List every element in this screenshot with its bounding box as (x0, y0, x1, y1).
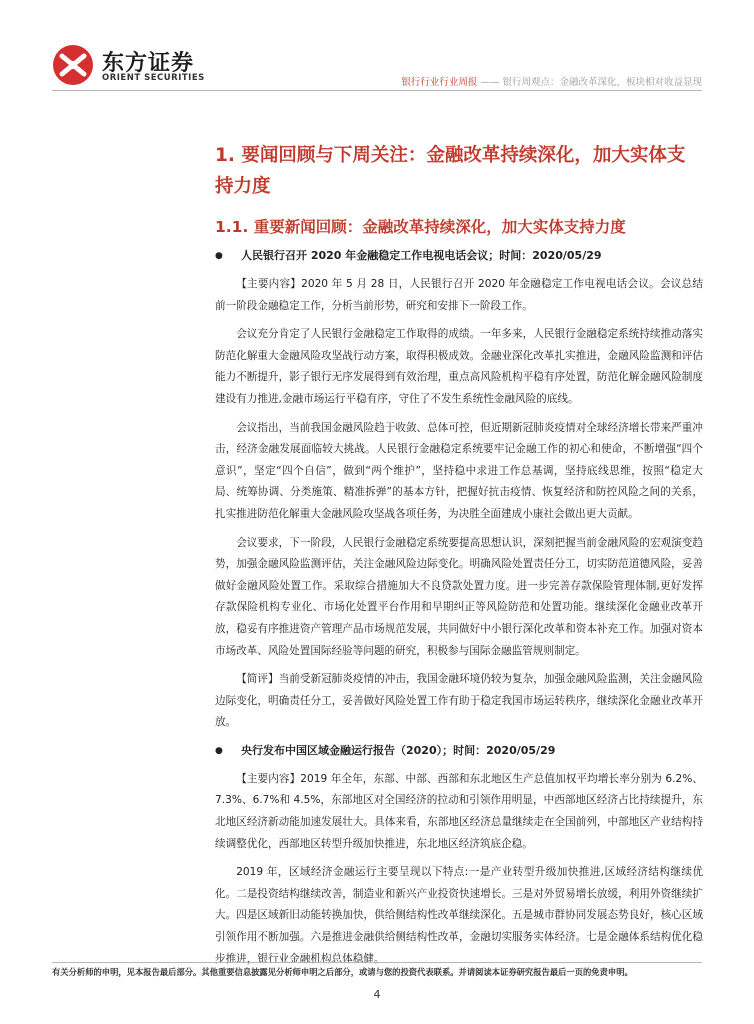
news-title-1: ● 人民银行召开 2020 年金融稳定工作电视电话会议；时间：2020/05/29 (215, 246, 703, 266)
news-2-paragraph-1: 【主要内容】2019 年全年，东部、中部、西部和东北地区生产总值加权平均增长率分别为 6.2%、7.3%、6.7%和 4.5%，东部地区对全国经济的拉动和引领作用明显，中西部地区经济占比持续提升，东北地区经济新动能加速发展壮大。具体来看，东部地区经济总量继续走在全国前列，中部地区产业结构持续调整优化，西部地区转型升级加快推进，东北地区经济筑底企稳。 (215, 772, 703, 850)
page-number: 4 (373, 988, 381, 1001)
logo-chinese-name: 东方证券 (102, 51, 195, 76)
report-subtitle: 银行周观点：金融改革深化，板块相对收益显现 (502, 77, 702, 88)
report-type: 银行行业行业周报 (401, 77, 478, 88)
news-2-paragraph-2: 2019 年，区域经济金融运行主要呈现以下特点:一是产业转型升级加快推进,区域经济结构继续优化。二是投资结构继续改善，制造业和新兴产业投资快速增长。三是对外贸易增长放缓，利用外资继续扩大。四是区域新旧动能转换加快，供给侧结构性改革继续深化。五是城市群协同发展态势良好，核心区域引领作用不断加强。六是推进金融供给侧结构性改革，金融切实服务实体经济。七是金融体系结构优化稳步推进，银行业金融机构总体稳健。 (215, 866, 703, 965)
header-divider (52, 90, 702, 91)
orient-securities-logo-icon (52, 44, 94, 86)
news-1-paragraph-3: 会议指出，当前我国金融风险趋于收敛、总体可控，但近期新冠肺炎疫情对全球经济增长带来严重冲击，经济金融发展面临较大挑战。人民银行金融稳定系统要牢记金融工作的初心和使命，不断增强“四个意识”，坚定“四个自信”，做到“两个维护”，坚持稳中求进工作总基调，坚持底线思维，按照“稳定大局、统筹协调、分类施策、精准拆弹”的基本方针，把握好抗击疫情、恢复经济和防控风险之间的关系，扎实推进防范化解重大金融风险攻坚战各项任务，为决胜全面建成小康社会做出更大贡献。 (215, 421, 703, 520)
footer-disclaimer: 有关分析师的申明，见本报告最后部分。其他重要信息披露见分析师申明之后部分，或请与您的投资代表联系。并请阅读本证券研究报告最后一页的免责申明。 (52, 967, 633, 977)
section-heading-1: 1. 要闻回顾与下周关注：金融改革持续深化，加大实体支持力度 (215, 145, 686, 197)
section-heading-1-1: 1.1. 重要新闻回顾：金融改革持续深化，加大实体支持力度 (215, 218, 626, 236)
footer-divider (52, 962, 702, 963)
news-1-paragraph-1: 【主要内容】2020 年 5 月 28 日，人民银行召开 2020 年金融稳定工作电视电话会议。会议总结前一阶段金融稳定工作，分析当前形势，研究和安排下一阶段工作。 (215, 278, 703, 312)
news-1-paragraph-2: 会议充分肯定了人民银行金融稳定工作取得的成绩。一年多来，人民银行金融稳定系统持续推动落实防范化解重大金融风险攻坚战行动方案，取得积极成效。金融业深化改革扎实推进，金融风险监测和评估能力不断提升，影子银行无序发展得到有效治理，重点高风险机构平稳有序处置，防范化解金融风险制度建设有力推进,金融市场运行平稳有序，守住了不发生系统性金融风险的底线。 (215, 328, 703, 405)
logo-english-name: ORIENT SECURITIES (102, 73, 205, 83)
news-1-comment: 【简评】当前受新冠肺炎疫情的冲击，我国金融环境仍较为复杂，加强金融风险监测，关注金融风险边际变化，明确责任分工，妥善做好风险处置工作有助于稳定我国市场运转秩序，继续深化金融业改革开放。 (215, 673, 703, 729)
news-title-2: ● 央行发布中国区域金融运行报告（2020）；时间：2020/05/29 (215, 741, 703, 761)
report-header-title (401, 74, 702, 88)
header-separator: —— (477, 77, 503, 88)
news-1-paragraph-4: 会议要求，下一阶段，人民银行金融稳定系统要提高思想认识，深刻把握当前金融风险的宏观演变趋势，加强金融风险监测评估，关注金融风险边际变化。明确风险处置责任分工，切实防范道德风险，妥善做好金融风险处置工作。采取综合措施加大不良贷款处置力度。进一步完善存款保险管理体制,更好发挥存款保险机构专业化、市场化处置平台作用和早期纠正等风险防范和处置功能。继续深化金融业改革开放，稳妥有序推进资产管理产品市场规范发展，共同做好中小银行深化改革和资本补充工作。加强对资本市场改革、风险处置国际经验等问题的研究，积极参与国际金融监管规则制定。 (215, 536, 703, 657)
main-content (215, 140, 703, 977)
company-logo (52, 44, 212, 88)
